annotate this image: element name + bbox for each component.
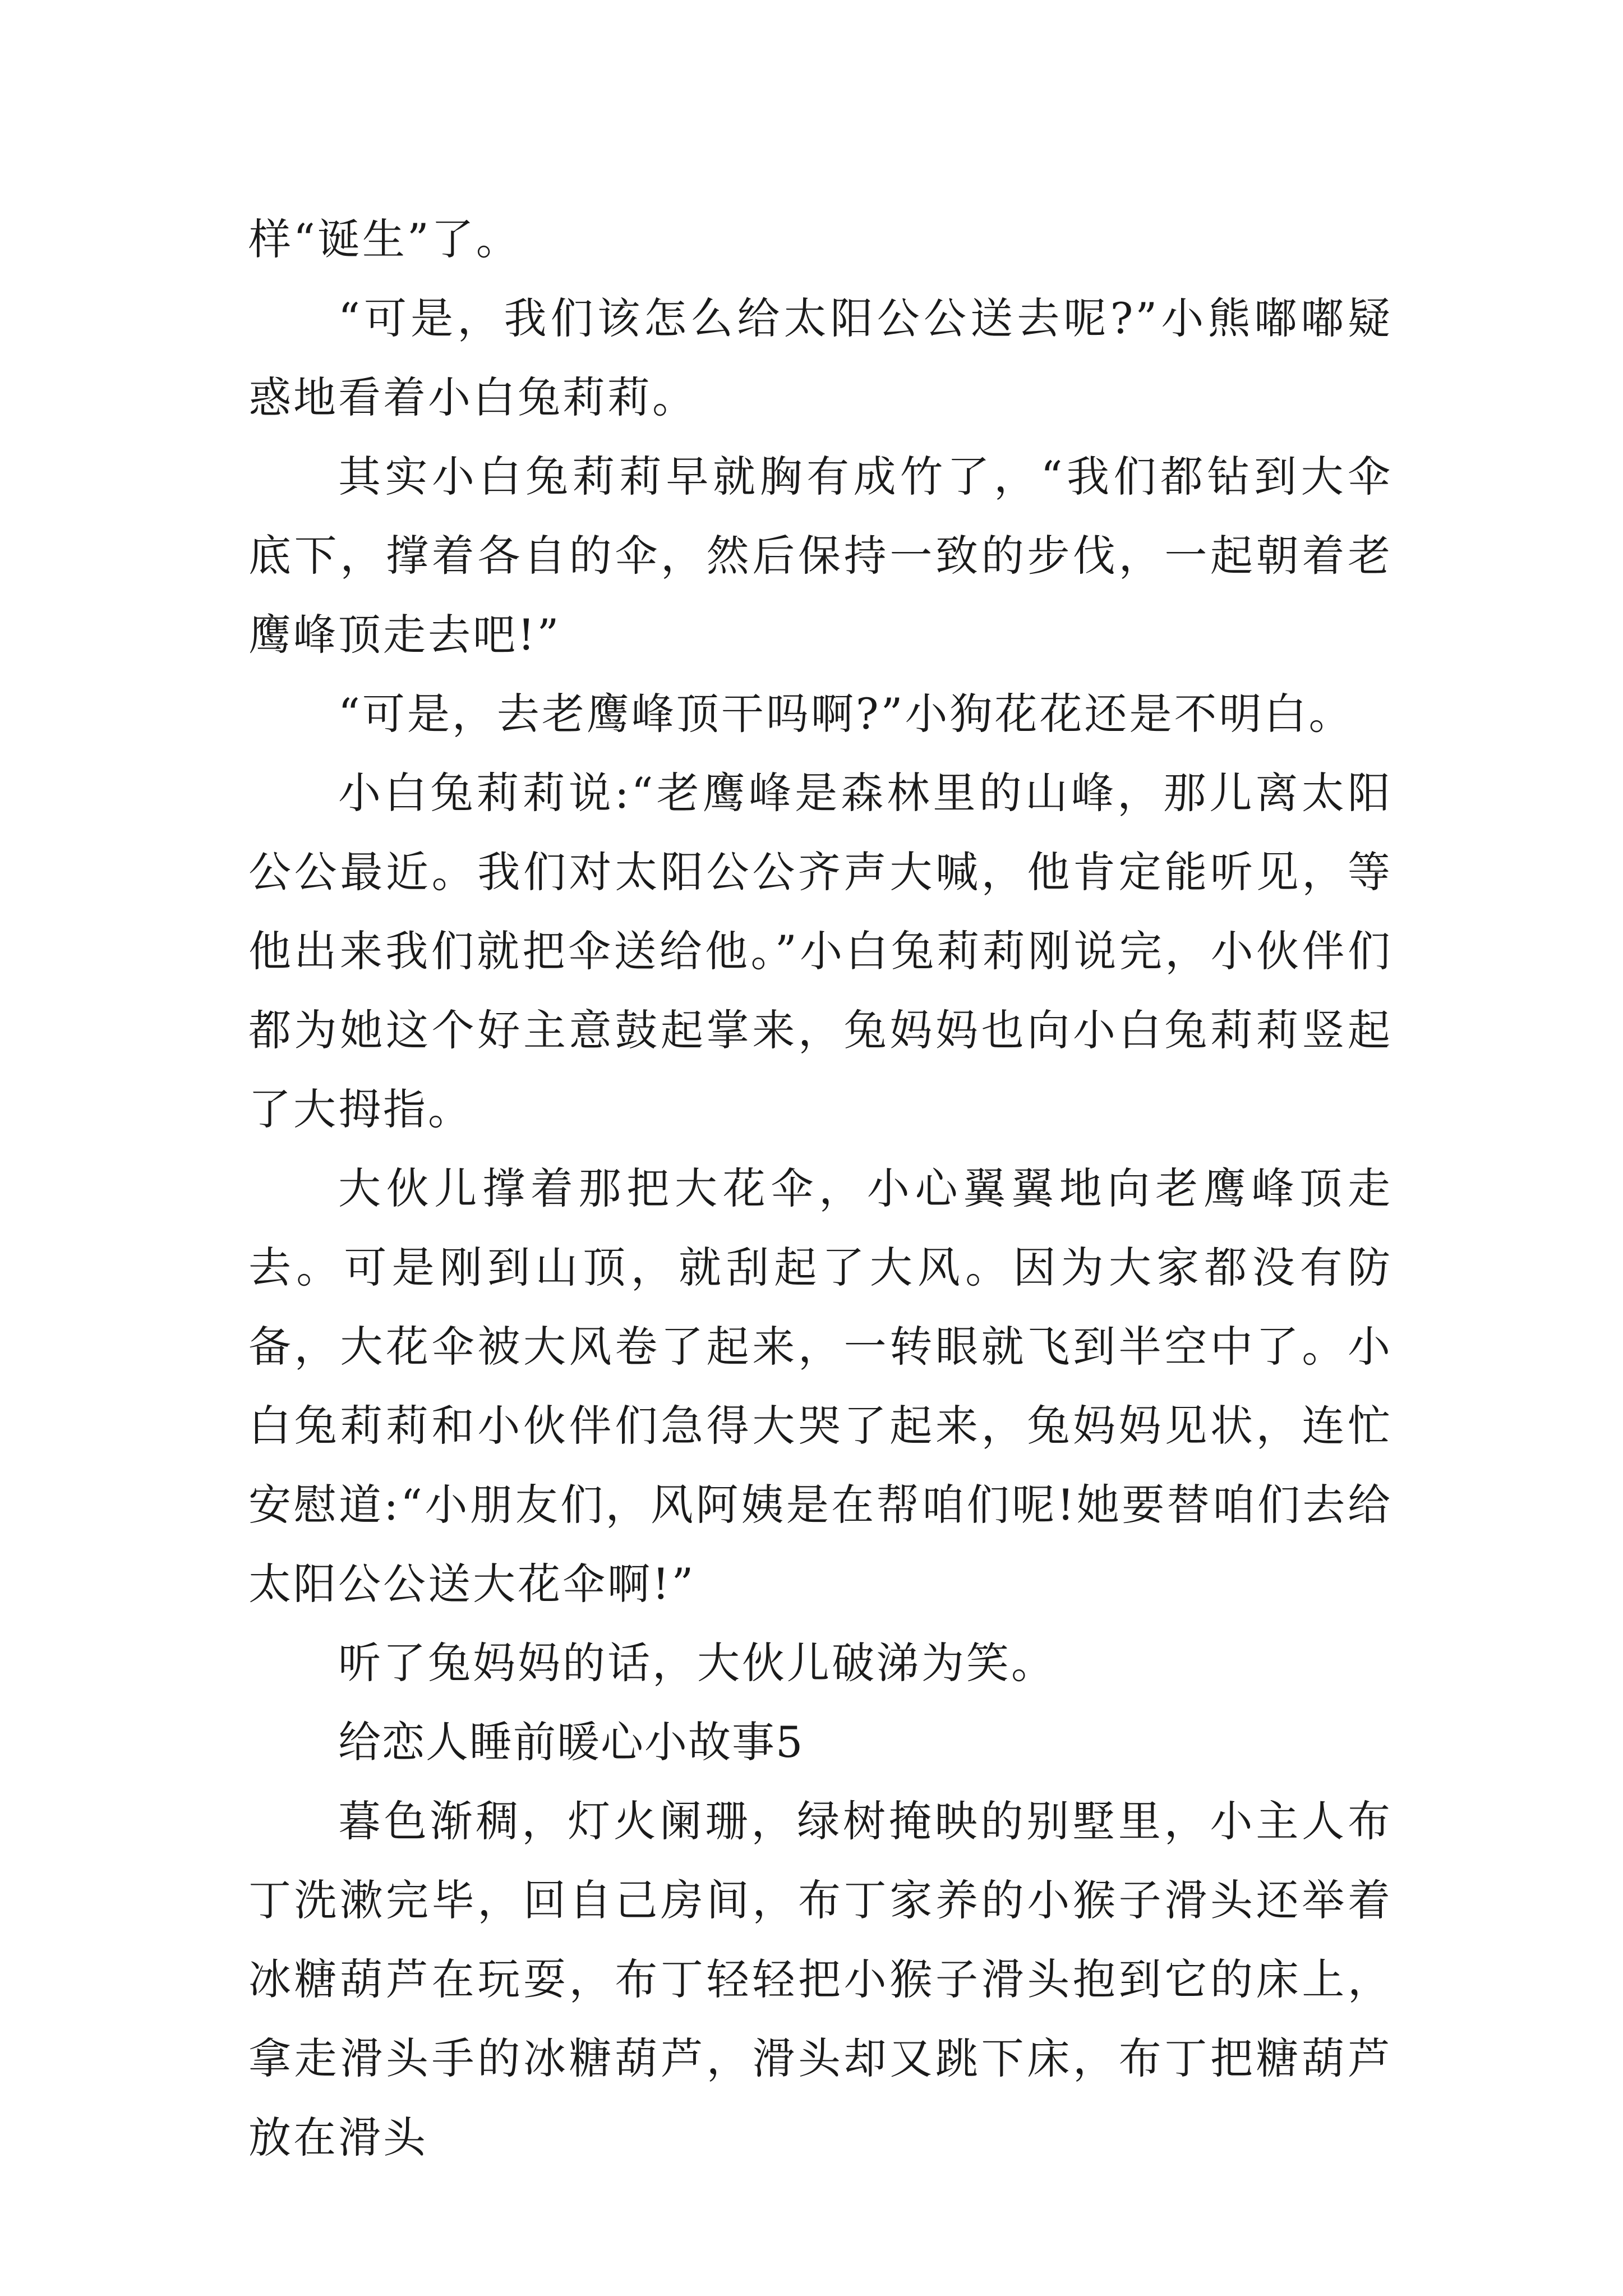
paragraph: 小白兔莉莉说:“老鹰峰是森林里的山峰，那儿离太阳公公最近。我们对太阳公公齐声大喊，他肯定能听见，等他出来我们就把伞送给他。”小白兔莉莉刚说完，小伙伴们都为她这个好主意鼓起掌来，兔妈妈也向小白兔莉莉竖起了大拇指。: [248, 768, 1393, 1134]
paragraph: 暮色渐稠，灯火阑珊，绿树掩映的别墅里，小主人布丁洗漱完毕，回自己房间，布丁家养的小猴子滑头还举着冰糖葫芦在玩耍，布丁轻轻把小猴子滑头抱到它的床上，拿走滑头手的冰糖葫芦，滑头却又跳下床，布丁把糖葫芦放在滑头: [248, 1796, 1393, 2162]
paragraph: “可是，我们该怎么给太阳公公送去呢?”小熊嘟嘟疑惑地看着小白兔莉莉。: [248, 293, 1393, 422]
paragraph: 其实小白兔莉莉早就胸有成竹了，“我们都钻到大伞底下，撑着各自的伞，然后保持一致的步伐，一起朝着老鹰峰顶走去吧!”: [248, 452, 1393, 660]
paragraph: 大伙儿撑着那把大花伞，小心翼翼地向老鹰峰顶走去。可是刚到山顶，就刮起了大风。因为大家都没有防备，大花伞被大风卷了起来，一转眼就飞到半空中了。小白兔莉莉和小伙伴们急得大哭了起来，兔妈妈见状，连忙安慰道:“小朋友们，风阿姨是在帮咱们呢!她要替咱们去给太阳公公送大花伞啊!”: [248, 1163, 1393, 1609]
section-heading: 给恋人睡前暖心小故事5: [338, 1717, 804, 1767]
paragraph-continuation: 样“诞生”了。: [248, 214, 521, 264]
paragraph: 听了兔妈妈的话，大伙儿破涕为笑。: [338, 1638, 1056, 1688]
paragraph: “可是，去老鹰峰顶干吗啊?”小狗花花还是不明白。: [338, 689, 1354, 739]
document-body: [248, 200, 1393, 2177]
